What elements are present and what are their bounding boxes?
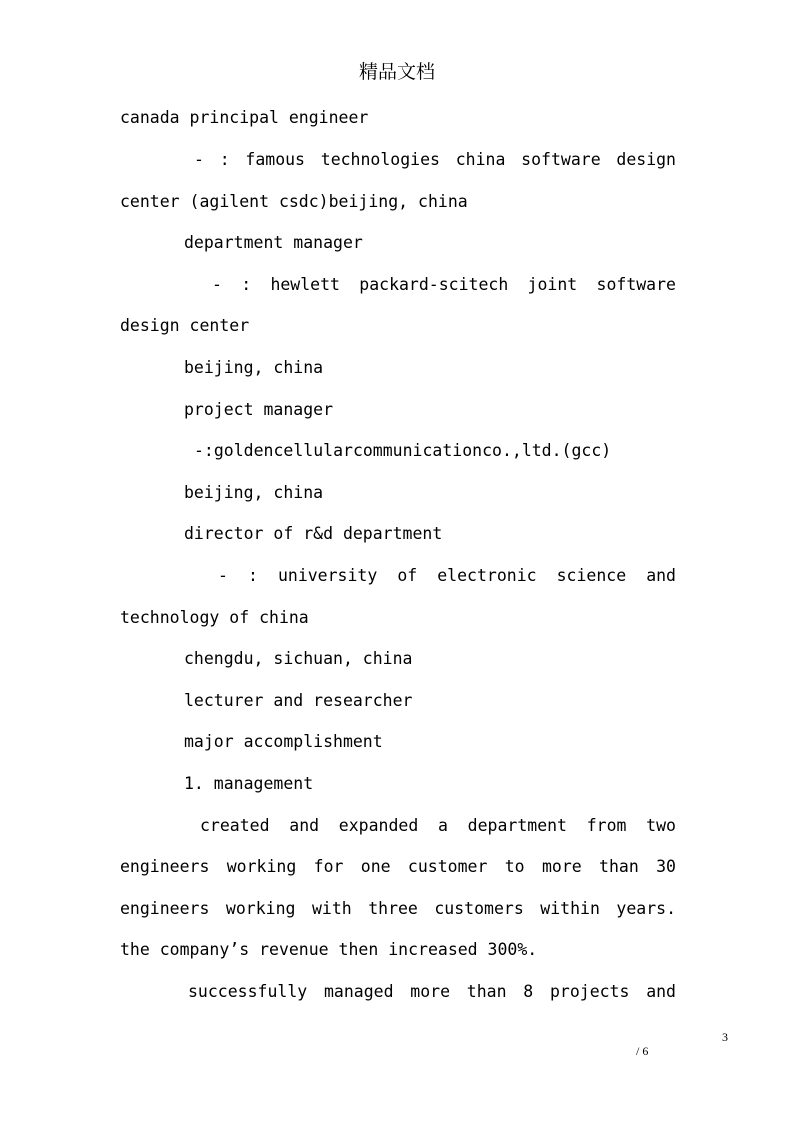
text-line: the company’s revenue then increased 300%. bbox=[120, 940, 538, 959]
text-line: engineers working with three customers within years. bbox=[120, 899, 676, 918]
page-header-title: 精品文档 bbox=[358, 61, 435, 83]
text-line: canada principal engineer bbox=[120, 108, 369, 127]
text-line: beijing, china bbox=[184, 358, 324, 377]
text-line: director of r&d department bbox=[184, 524, 443, 543]
text-line: chengdu, sichuan, china bbox=[184, 649, 413, 668]
text-line: department manager bbox=[184, 233, 363, 252]
text-line: created and expanded a department from two bbox=[200, 816, 676, 835]
page-number: 3 bbox=[722, 1030, 728, 1044]
text-line: - : hewlett packard-scitech joint software bbox=[212, 275, 676, 294]
text-line: lecturer and researcher bbox=[184, 691, 413, 710]
text-line: -:goldencellularcommunicationco.,ltd.(gcc) bbox=[194, 441, 612, 460]
text-line: - : famous technologies china software design bbox=[194, 150, 676, 169]
page-total: / 6 bbox=[636, 1044, 649, 1058]
text-line: engineers working for one customer to more than 30 bbox=[120, 857, 676, 876]
text-line: successfully managed more than 8 projects and bbox=[188, 982, 676, 1001]
text-line: major accomplishment bbox=[184, 732, 383, 751]
text-line: - : university of electronic science and bbox=[218, 566, 676, 585]
text-line: 1. management bbox=[184, 774, 314, 793]
text-line: design center bbox=[120, 316, 250, 335]
text-line: technology of china bbox=[120, 608, 309, 627]
text-line: project manager bbox=[184, 400, 334, 419]
text-line: beijing, china bbox=[184, 483, 324, 502]
text-line: center (agilent csdc)beijing, china bbox=[120, 192, 468, 211]
